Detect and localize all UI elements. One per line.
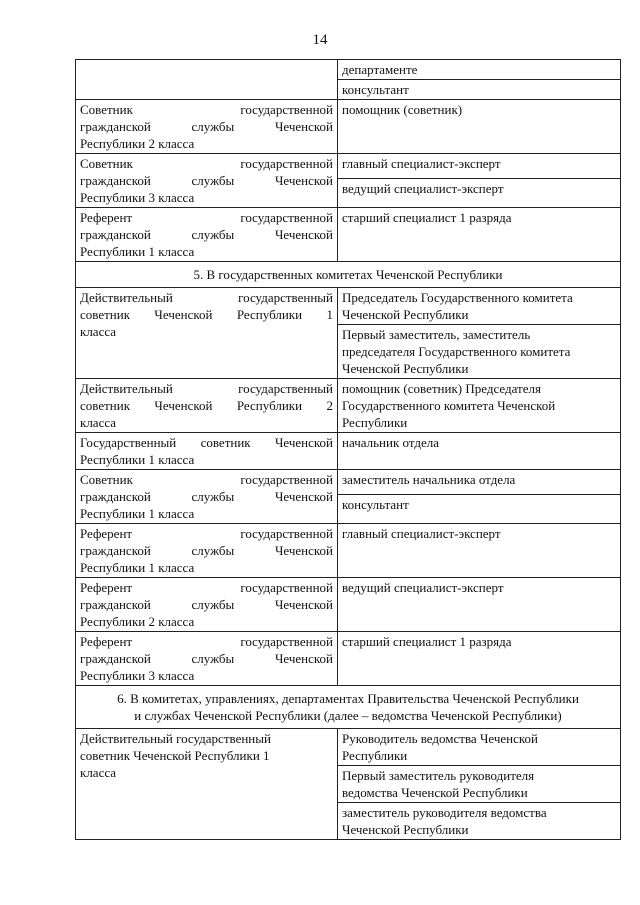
right-cell: Первый заместитель, заместитель председателя Государственного комитета Чеченской Республики	[338, 325, 621, 379]
table-row	[76, 379, 621, 433]
left-cell-empty	[76, 60, 338, 100]
right-cell: Руководитель ведомства Чеченской Республики	[338, 729, 621, 766]
table-row	[76, 60, 621, 80]
left-cell: Советник государственной гражданской службы Чеченской Республики 2 класса	[76, 100, 338, 154]
left-cell: Советник государственной гражданской службы Чеченской Республики 1 класса	[76, 470, 338, 524]
right-cell: Председатель Государственного комитета Чеченской Республики	[338, 288, 621, 325]
right-cell: ведущий специалист-эксперт	[338, 179, 621, 208]
page-number: 14	[312, 32, 328, 48]
right-cell: помощник (советник)	[338, 100, 621, 154]
right-cell: главный специалист-эксперт	[338, 524, 621, 578]
table-row	[76, 100, 621, 154]
table-row	[76, 208, 621, 262]
table-row	[76, 524, 621, 578]
right-cell: помощник (советник) Председателя Государственного комитета Чеченской Республики	[338, 379, 621, 433]
table-row	[76, 154, 621, 179]
right-cell: консультант	[338, 495, 621, 524]
table-row	[76, 578, 621, 632]
left-cell: Действительный государственный советник Чеченской Республики 1 класса	[76, 729, 338, 840]
section-heading-row	[76, 686, 621, 729]
table-row	[76, 632, 621, 686]
left-cell: Действительный государственный советник Чеченской Республики 2 класса	[76, 379, 338, 433]
section-6-title: 6. В комитетах, управлениях, департаментах Правительства Чеченской Республики и службах Чеченской Республики (далее – ведомства Чеченской Республики)	[76, 686, 621, 729]
left-cell: Референт государственной гражданской службы Чеченской Республики 1 класса	[76, 524, 338, 578]
right-cell: консультант	[338, 80, 621, 100]
right-cell: ведущий специалист-эксперт	[338, 578, 621, 632]
section-5-title: 5. В государственных комитетах Чеченской Республики	[76, 262, 621, 288]
left-cell: Референт государственной гражданской службы Чеченской Республики 2 класса	[76, 578, 338, 632]
left-cell: Действительный государственный советник Чеченской Республики 1 класса	[76, 288, 338, 379]
table-row	[76, 433, 621, 470]
section-heading-row	[76, 262, 621, 288]
table-row	[76, 729, 621, 766]
right-cell: Первый заместитель руководителя ведомства Чеченской Республики	[338, 766, 621, 803]
right-cell: начальник отдела	[338, 433, 621, 470]
right-cell: главный специалист-эксперт	[338, 154, 621, 179]
right-cell: департаменте	[338, 60, 621, 80]
left-cell: Советник государственной гражданской службы Чеченской Республики 3 класса	[76, 154, 338, 208]
left-cell: Государственный советник Чеченской Республики 1 класса	[76, 433, 338, 470]
right-cell: заместитель руководителя ведомства Чеченской Республики	[338, 803, 621, 840]
positions-table	[75, 59, 621, 840]
table-row	[76, 288, 621, 325]
right-cell: старший специалист 1 разряда	[338, 632, 621, 686]
right-cell: старший специалист 1 разряда	[338, 208, 621, 262]
left-cell: Референт государственной гражданской службы Чеченской Республики 3 класса	[76, 632, 338, 686]
table-row	[76, 470, 621, 495]
left-cell: Референт государственной гражданской службы Чеченской Республики 1 класса	[76, 208, 338, 262]
right-cell: заместитель начальника отдела	[338, 470, 621, 495]
